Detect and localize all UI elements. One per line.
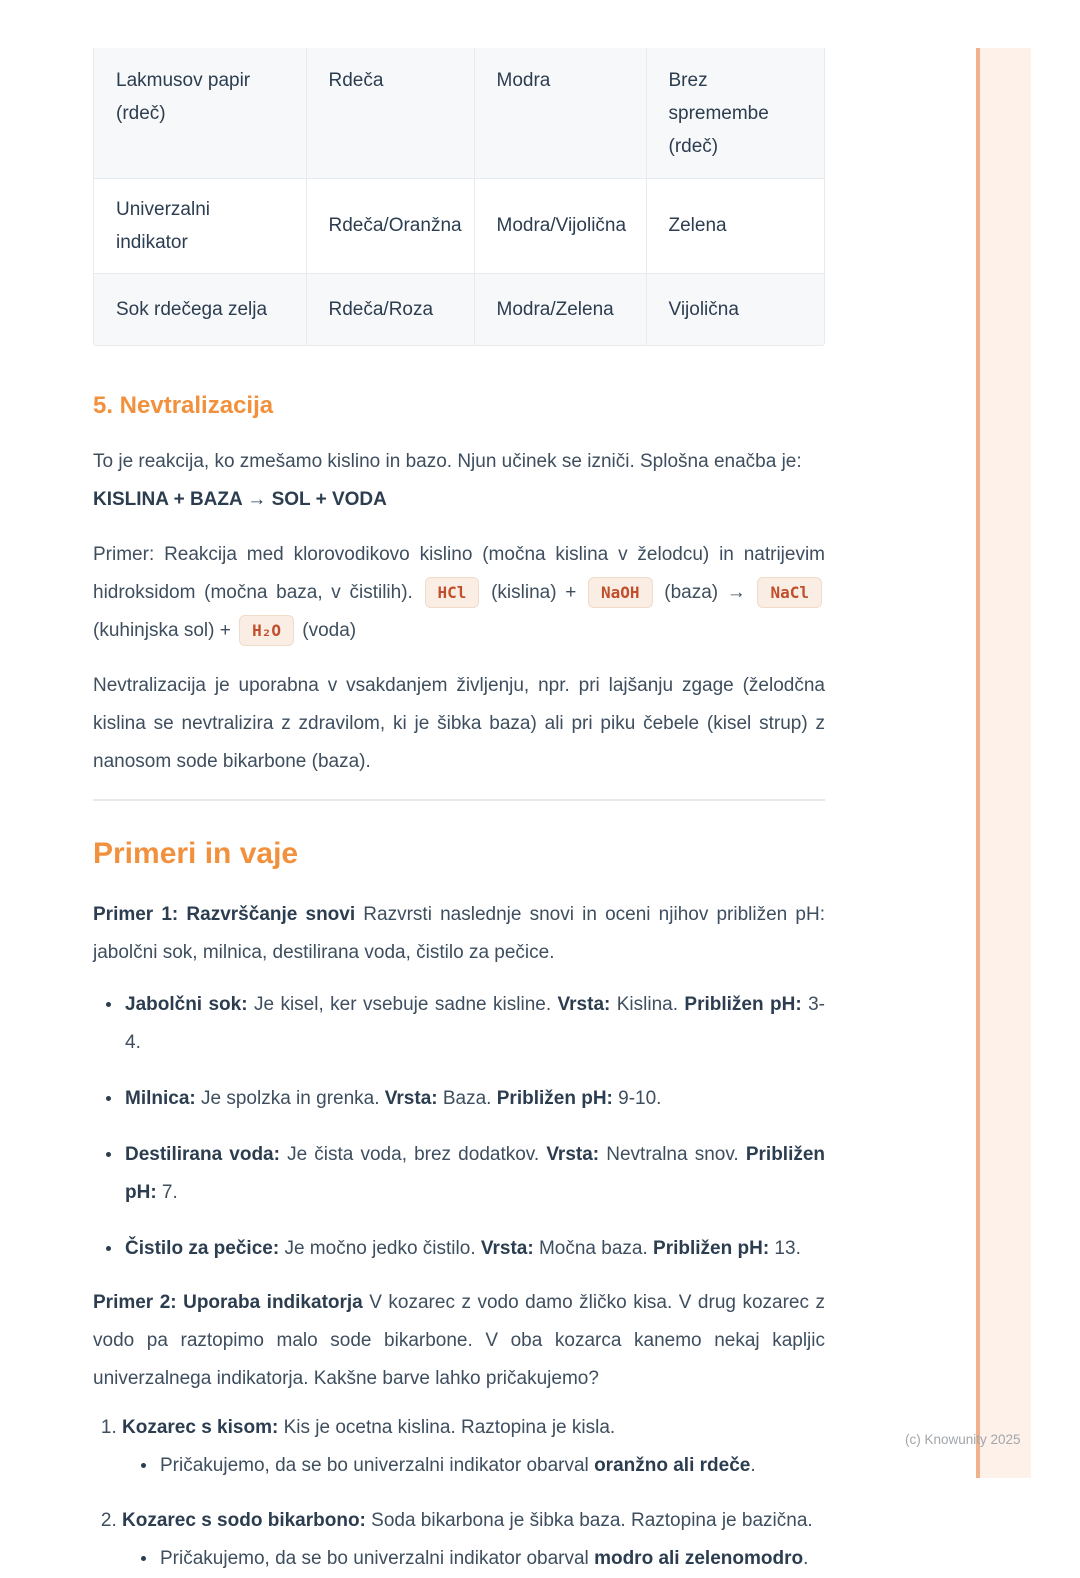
examples-heading: Primeri in vaje [93,837,299,870]
item-label: Milnica: [125,1088,196,1109]
table-row-univerzalni [94,178,825,273]
list-item [125,1136,825,1212]
paragraph-usage: Nevtralizacija je uporabna v vsakdanjem življenju, npr. pri lajšanju zgage (želodčna kislina se nevtralizira z zdravilom, ki je šibka baza) ali pri piku čebele (kisel strup) z nanosom sode bikarbone (baza). [93,675,825,772]
vrsta-value: Nevtralna snov. [599,1144,746,1165]
paragraph-primer1 [93,896,825,972]
sub-bullet-list [122,1540,825,1578]
sub-end: . [803,1548,809,1569]
example-text: (kuhinjska sol) + [93,620,237,641]
item-label: Destilirana voda: [125,1144,280,1165]
step-label: Kozarec s sodo bikarbono: [122,1510,366,1531]
substance-list [93,986,825,1268]
sub-bold: oranžno ali rdeče [594,1455,751,1476]
primer2-title: Primer 2: Uporaba indikatorja [93,1292,363,1313]
list-item [125,986,825,1062]
vrsta-label: Vrsta: [384,1088,438,1109]
paragraph-primer2 [93,1284,825,1398]
vrsta-label: Vrsta: [480,1238,534,1259]
table-cell: Brez spremembe (rdeč) [646,48,825,178]
example-text: Primer: Reakcija med klorovodikovo kislino (močna kislina v želodcu) in natrijevim hidroksidom (močna baza, v čistilih). [93,544,825,603]
vrsta-label: Vrsta: [557,994,611,1015]
sub-bold: modro ali zelenomodro [594,1548,804,1569]
item-desc: Je močno jedko čistilo. [279,1238,481,1259]
sub-text: Pričakujemo, da se bo univerzalni indikator obarval [160,1455,595,1476]
paragraph-intro: To je reakcija, ko zmešamo kislino in bazo. Njun učinek se izniči. Splošna enačba je: [93,451,802,472]
numbered-item [122,1502,825,1578]
step-text: Kis je ocetna kislina. Raztopina je kisla. [278,1417,616,1438]
table-row-sok [94,273,825,345]
chemical-chip-hcl: HCl [425,577,480,608]
ph-value: 13. [769,1238,801,1259]
ph-value: 7. [156,1182,178,1203]
sub-end: . [750,1455,756,1476]
ph-value: 3-4. [125,994,825,1053]
table-cell: Univerzalni indikator [94,178,306,273]
chemical-chip-naoh: NaOH [588,577,653,608]
table-cell: Rdeča/Roza [306,273,474,345]
table-cell: Vijolična [646,273,825,345]
equation-line: KISLINA + BAZA → SOL + VODA [93,489,387,510]
ph-label: Približen pH: [125,1144,826,1203]
vrsta-value: Kislina. [610,994,685,1015]
step-label: Kozarec s kisom: [122,1417,279,1438]
sub-bullet-list [122,1447,825,1485]
ph-label: Približen pH: [684,994,802,1015]
table-cell: Modra/Vijolična [474,178,646,273]
ph-label: Približen pH: [653,1238,770,1259]
example-text: (kislina) + [482,582,586,603]
glass-steps-list [93,1409,825,1578]
item-desc: Je čista voda, brez dodatkov. [279,1144,547,1165]
footer-credit: (c) Knowunity 2025 [905,1432,1021,1447]
sub-bullet-item [160,1447,825,1485]
example-text: (voda) [297,620,357,641]
table-cell: Lakmusov papir (rdeč) [94,48,306,178]
sub-bullet-item [160,1540,825,1578]
chemical-chip-nacl: NaCl [757,577,822,608]
indicator-table [93,48,825,346]
sub-text: Pričakujemo, da se bo univerzalni indikator obarval [160,1548,595,1569]
ph-value: 9-10. [612,1088,662,1109]
table-cell: Zelena [646,178,825,273]
table-cell: Modra/Zelena [474,273,646,345]
list-item [125,1230,825,1268]
primer2-text: V kozarec z vodo damo žličko kisa. V drug kozarec z vodo pa raztopimo malo sode bikarbone. V oba kozarca kanemo nekaj kapljic univerzalnega indikatorja. Kakšne barve lahko pričakujemo? [93,1292,825,1389]
table-cell: Modra [474,48,646,178]
item-desc: Je kisel, ker vsebuje sadne kisline. [247,994,558,1015]
table-cell: Rdeča/Oranžna [306,178,474,273]
list-item [125,1080,825,1118]
table-row-lakmus [94,48,825,178]
vrsta-label: Vrsta: [546,1144,600,1165]
item-desc: Je spolzka in grenka. [195,1088,385,1109]
vrsta-value: Baza. [437,1088,497,1109]
paragraph-example [93,536,825,650]
item-label: Jabolčni sok: [125,994,248,1015]
example-text: (baza) → [655,582,755,603]
decorative-side-stripe [976,48,1031,1478]
chemical-chip-h2o: H₂O [239,615,294,646]
ph-label: Približen pH: [496,1088,613,1109]
primer1-text: Razvrsti naslednje snovi in oceni njihov približen pH: jabolčni sok, milnica, destilirana voda, čistilo za pečice. [93,904,825,963]
numbered-item [122,1409,825,1485]
item-label: Čistilo za pečice: [125,1238,280,1259]
table-cell: Sok rdečega zelja [94,273,306,345]
document-content [93,0,825,1578]
section-divider [93,799,825,801]
primer1-title: Primer 1: Razvrščanje snovi [93,904,356,925]
section-heading-nevtralizacija: 5. Nevtralizacija [93,392,274,419]
step-text: Soda bikarbona je šibka baza. Raztopina je bazična. [365,1510,813,1531]
table-cell: Rdeča [306,48,474,178]
vrsta-value: Močna baza. [533,1238,654,1259]
